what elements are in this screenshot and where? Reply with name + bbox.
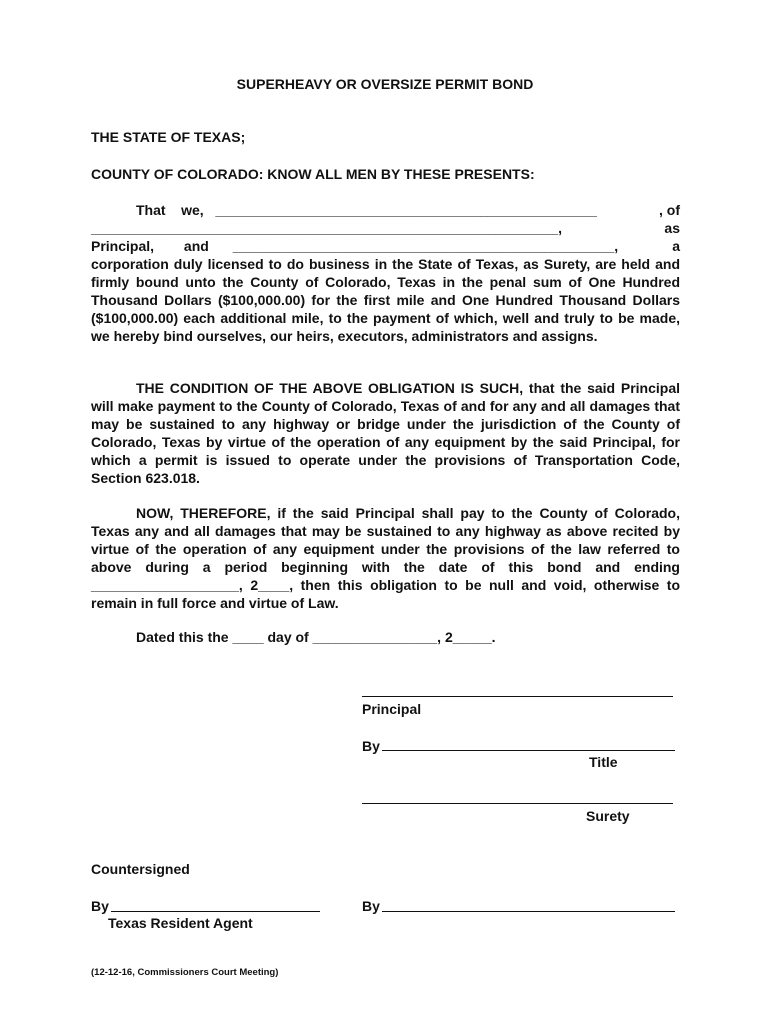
intro-that: That [136,202,166,218]
county-line: COUNTY OF COLORADO: KNOW ALL MEN BY THESE PRESENTS: [91,166,535,182]
dated-line[interactable]: Dated this the ____ day of ________________, 2_____. [136,629,496,645]
intro-line-2 [91,219,680,237]
intro-line-1 [136,201,680,219]
intro-a: a [672,238,680,254]
intro-of: , of [659,202,680,218]
agent-signature-line[interactable] [111,911,320,912]
principal-label: Principal [362,701,422,717]
countersigned-label: Countersigned [91,861,190,877]
therefore-paragraph: NOW, THEREFORE, if the said Principal shall pay to the County of Colorado, Texas any and all damages that may be sustained to any highway as above recited by virtue of the operation of any equipment under the provisions of the law referred to above during a period beginning with the date of this bond and ending ___________________, 2____, then this obligation to be null and void, otherwise to remain in full force and virtue of Law. [91,505,680,611]
principal-signature-line[interactable] [362,696,673,697]
principal-name-blank[interactable]: _________________________________________________ [215,202,597,218]
condition-paragraph: THE CONDITION OF THE ABOVE OBLIGATION IS SUCH, that the said Principal will make payment to the County of Colorado, Texas of and for any and all damages that may be sustained to any highway or bridge under the jurisdiction of the County of Colorado, Texas by virtue of the operation of any equipment by the said Principal, for which a permit is issued to operate under the provisions of Transportation Code, Section 623.018. [91,380,680,486]
surety-label: Surety [586,808,630,824]
title-label: Title [589,754,618,770]
intro-and: and [183,238,209,254]
intro-principal: Principal, [91,238,155,254]
intro-line-3 [91,237,680,255]
surety-by-signature-line[interactable] [382,911,675,912]
agent-label: Texas Resident Agent [108,915,253,931]
surety-signature-line[interactable] [362,803,673,804]
footer-note: (12-12-16, Commissioners Court Meeting) [91,967,279,978]
agent-by-label: By [91,898,109,914]
document-title: SUPERHEAVY OR OVERSIZE PERMIT BOND [236,76,534,92]
principal-by-signature-line[interactable] [382,750,675,751]
principal-by-label: By [362,738,380,754]
state-line: THE STATE OF TEXAS; [91,129,246,145]
intro-as: as [664,220,680,236]
surety-name-blank[interactable]: _________________________________________________, [232,238,619,254]
principal-address-blank[interactable]: ____________________________________________________________, [91,220,563,236]
intro-body: corporation duly licensed to do business in the State of Texas, as Surety, are held and firmly bound unto the County of Colorado, Texas in the penal sum of One Hundred Thousand Dollars ($100,000.00) for the first mile and One Hundred Thousand Dollars ($100,000.00) each additional mile, to the payment of which, well and truly to be made, we hereby bind ourselves, our heirs, executors, administrators and assigns. [91,256,680,344]
surety-by-label: By [362,898,380,914]
intro-we: we, [181,202,204,218]
